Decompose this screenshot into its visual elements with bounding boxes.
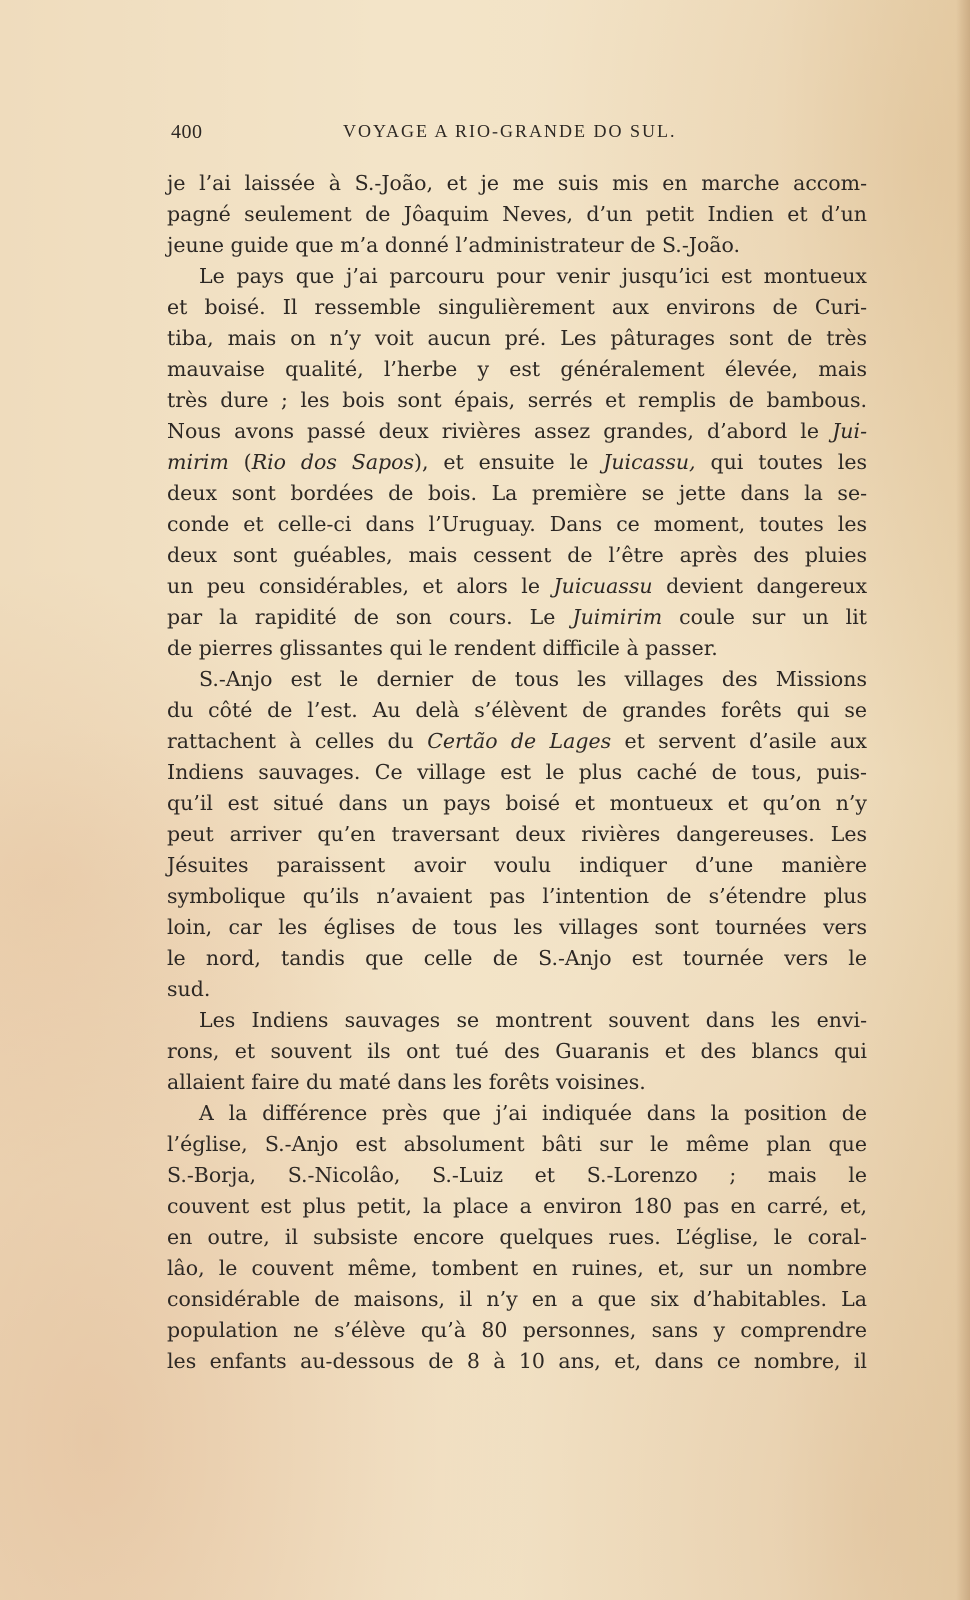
text-run: qui toutes les [695,450,867,474]
text-line [167,974,867,1005]
text-line [167,199,867,230]
text-line [167,943,867,974]
text-run: coule sur un lit [662,605,867,629]
text-run: qu’il est situé dans un pays boisé et montueux et qu’on n’y [167,791,867,815]
text-run: devient dangereux [652,574,868,598]
page-header [171,121,871,149]
text-run: rons, et souvent ils ont tué des Guaranis et des blancs qui [167,1039,867,1063]
text-run: lâo, le couvent même, tombent en ruines, et, sur un nombre [167,1256,867,1280]
text-run: un peu considérables, et alors le [167,574,554,598]
text-run: tiba, mais on n’y voit aucun pré. Les pâturages sont de très [167,326,867,350]
text-line [167,478,867,509]
text-run: et boisé. Il ressemble singulièrement aux environs de Curi- [167,295,867,319]
text-line [167,912,867,943]
text-run: deux sont guéables, mais cessent de l’être après des pluies [167,543,867,567]
page-edge-shadow [956,0,970,1600]
text-line [167,1284,867,1315]
text-run: considérable de maisons, il n’y en a que six d’habitables. La [167,1287,867,1311]
text-run: Indiens sauvages. Ce village est le plus caché de tous, puis- [167,760,867,784]
text-run: jeune guide que m’a donné l’administrateur de S.-João. [167,233,741,257]
text-line [167,571,867,602]
text-run: Jésuites paraissent avoir voulu indiquer d’une manière [167,853,867,877]
text-line [167,447,867,478]
text-line [167,230,867,261]
text-line [167,1129,867,1160]
text-run: les enfants au-dessous de 8 à 10 ans, et, dans ce nombre, il [167,1349,867,1373]
text-line [167,168,867,199]
text-run: l’église, S.-Anjo est absolument bâti sur le même plan que [167,1132,867,1156]
text-line [167,1253,867,1284]
text-line [167,1067,867,1098]
text-line [167,1005,867,1036]
text-run: A la différence près que j’ai indiquée dans la position de [199,1101,867,1125]
text-run: Le pays que j’ai parcouru pour venir jusqu’ici est montueux [199,264,867,288]
text-run: symbolique qu’ils n’avaient pas l’intention de s’étendre plus [167,884,867,908]
running-head: VOYAGE A RIO-GRANDE DO SUL. [343,121,677,141]
text-line [167,788,867,819]
text-run: allaient faire du maté dans les forêts voisines. [167,1070,646,1094]
text-line [167,726,867,757]
text-run: Nous avons passé deux rivières assez grandes, d’abord le [167,419,833,443]
text-run: pagné seulement de Jôaquim Neves, d’un petit Indien et d’un [167,202,867,226]
text-run: couvent est plus petit, la place a environ 180 pas en carré, et, [167,1194,867,1218]
text-line [167,881,867,912]
text-line [167,354,867,385]
text-run: S.-Anjo est le dernier de tous les villages des Missions [199,667,867,691]
text-run: Les Indiens sauvages se montrent souvent dans les envi- [199,1008,867,1032]
text-line [167,602,867,633]
text-run: par la rapidité de son cours. Le [167,605,573,629]
italic-text: Juimirim [572,605,663,629]
text-run: deux sont bordées de bois. La première se jette dans la se- [167,481,867,505]
text-run: ), et ensuite le [414,450,604,474]
text-line [167,1315,867,1346]
text-run: je l’ai laissée à S.-João, et je me suis mis en marche accom- [167,171,867,195]
text-run: et servent d’asile aux [611,729,867,753]
text-run: loin, car les églises de tous les villages sont tournées vers [167,915,867,939]
text-line [167,757,867,788]
body-text [167,168,867,1377]
text-run: en outre, il subsiste encore quelques rues. L’église, le coral- [167,1225,867,1249]
text-run: sud. [167,977,211,1001]
text-line [167,292,867,323]
text-line [167,850,867,881]
text-line [167,1191,867,1222]
text-run: du côté de l’est. Au delà s’élèvent de grandes forêts qui se [167,698,867,722]
text-line [167,509,867,540]
text-line [167,1346,867,1377]
italic-text: Rio dos Sapos [251,450,415,474]
italic-text: mirim [167,450,229,474]
text-run: le nord, tandis que celle de S.-Anjo est tournée vers le [167,946,867,970]
text-line [167,1160,867,1191]
text-run: peut arriver qu’en traversant deux rivières dangereuses. Les [167,822,867,846]
italic-text: Certão de Lages [427,729,612,753]
text-run: de pierres glissantes qui le rendent difficile à passer. [167,636,718,660]
text-run: ( [228,450,252,474]
text-line [167,695,867,726]
text-run: S.-Borja, S.-Nicolâo, S.-Luiz et S.-Lorenzo ; mais le [167,1163,867,1187]
text-line [167,323,867,354]
text-line [167,1036,867,1067]
page-number: 400 [171,121,203,143]
text-line [167,385,867,416]
text-line [167,540,867,571]
text-line [167,1098,867,1129]
text-run: conde et celle-ci dans l’Uruguay. Dans ce moment, toutes les [167,512,867,536]
italic-text: Jui- [832,419,867,443]
text-run: mauvaise qualité, l’herbe y est généralement élevée, mais [167,357,867,381]
text-run: très dure ; les bois sont épais, serrés et remplis de bambous. [167,388,867,412]
italic-text: Juicassu, [603,450,696,474]
text-line [167,416,867,447]
text-line [167,819,867,850]
text-line [167,633,867,664]
text-run: rattachent à celles du [167,729,428,753]
text-run: population ne s’élève qu’à 80 personnes, sans y comprendre [167,1318,867,1342]
text-line [167,1222,867,1253]
text-line [167,261,867,292]
text-line [167,664,867,695]
italic-text: Juicuassu [553,574,653,598]
